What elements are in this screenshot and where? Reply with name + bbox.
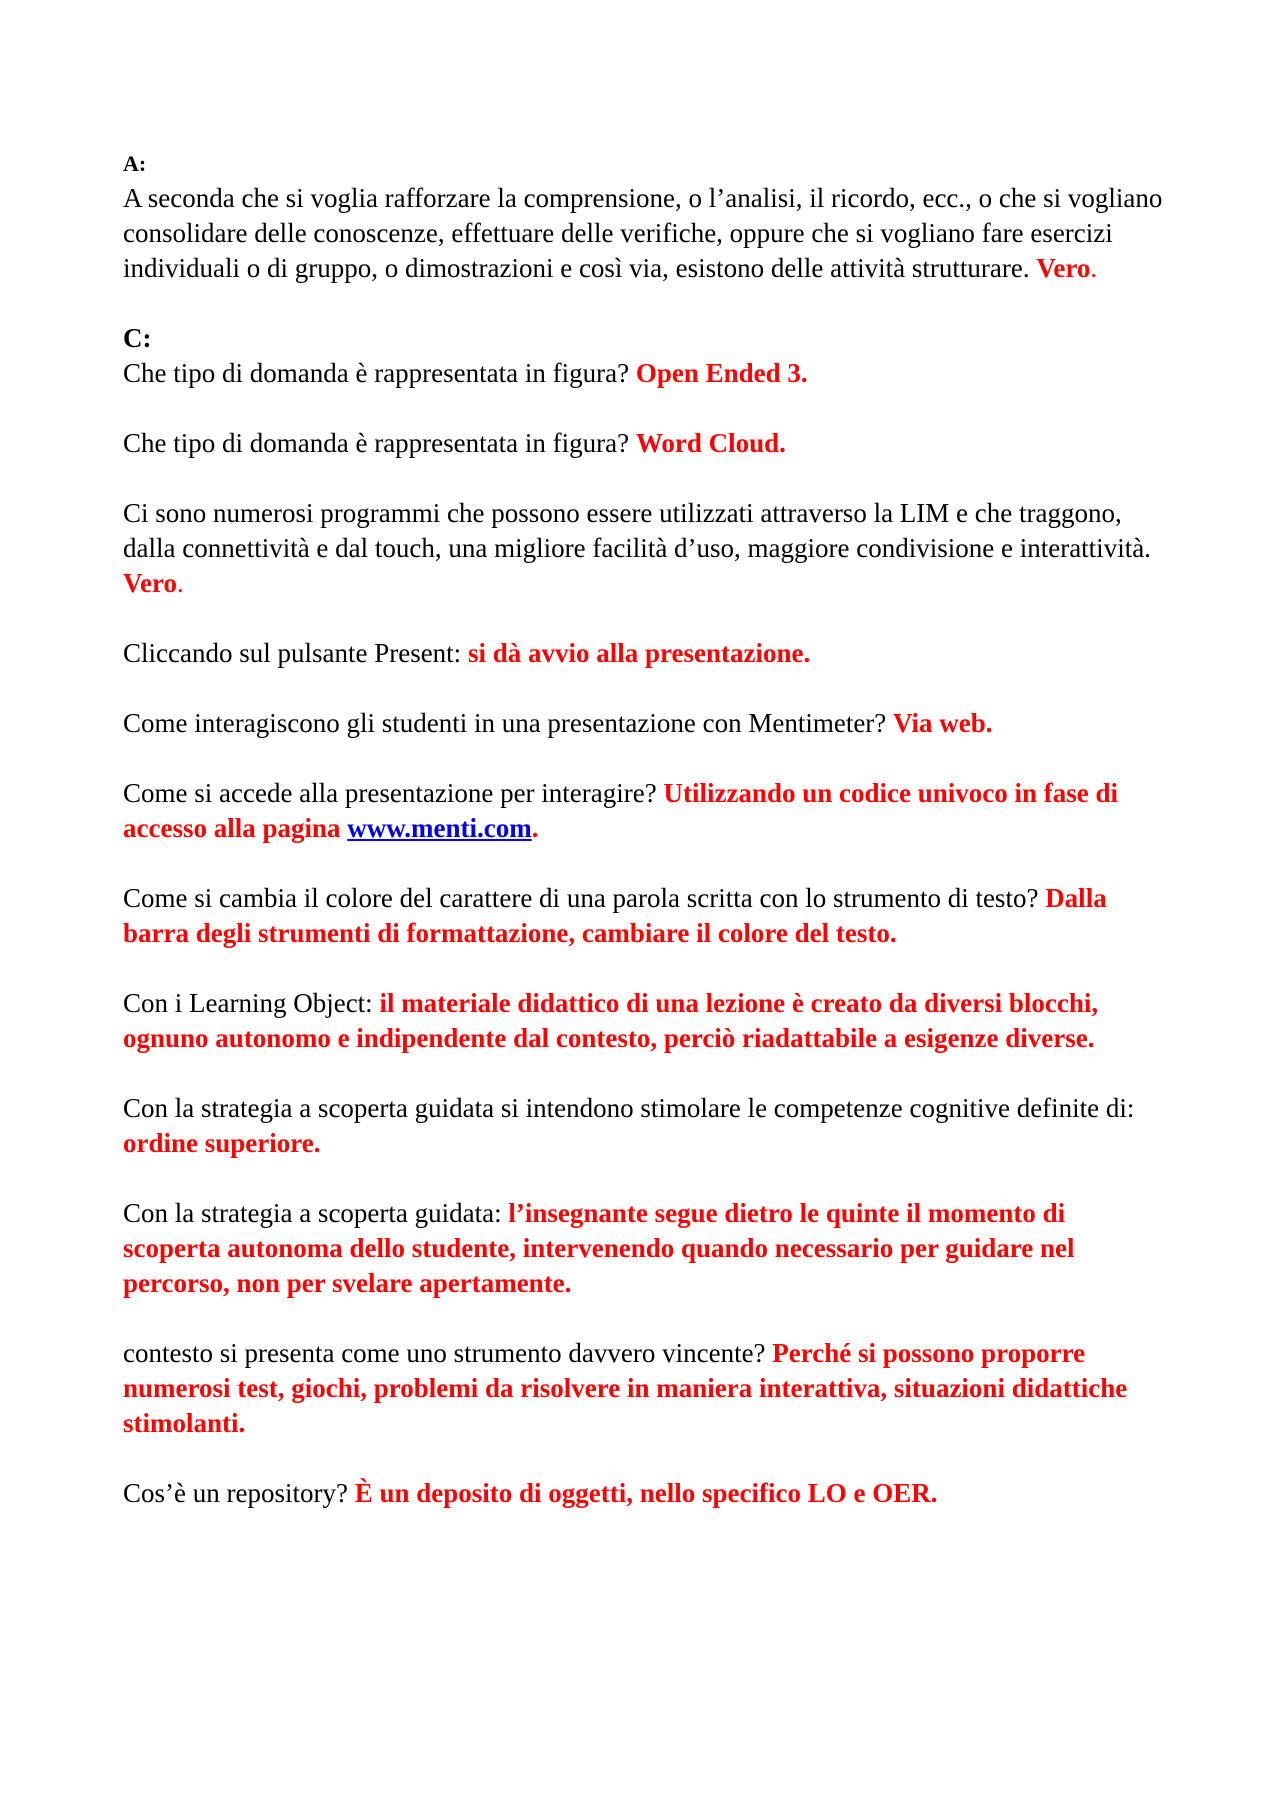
section-label-a: A: <box>123 151 147 176</box>
answer-text: si dà avvio alla presentazione. <box>467 638 811 668</box>
section-label-c: C: <box>123 323 152 353</box>
answer-tail: . <box>1090 253 1098 283</box>
qa-item <box>123 1476 1163 1511</box>
qa-item <box>123 1091 1163 1161</box>
qa-item <box>123 1336 1163 1441</box>
answer-text: Dalla barra degli strumenti di formattazione, cambiare il colore del testo. <box>123 883 1107 948</box>
qa-item <box>123 706 1163 741</box>
answer-text: Via web. <box>893 708 993 738</box>
qa-item <box>123 881 1163 951</box>
answer-text: Perché si possono proporre numerosi test, giochi, problemi da risolvere in maniera interattiva, situazioni didattiche stimolanti. <box>123 1338 1128 1438</box>
answer-text: Utilizzando un codice univoco in fase di accesso alla pagina <box>123 778 1118 843</box>
qa-item <box>123 636 1163 671</box>
qa-item <box>123 776 1163 846</box>
answer-text: l’insegnante segue dietro le quinte il momento di scoperta autonoma dello studente, intervenendo quando necessario per guidare nel percorso, non per svelare apertamente. <box>123 1198 1075 1298</box>
answer-text: Vero <box>123 568 177 598</box>
question-text: Con i Learning Object: <box>123 988 380 1018</box>
question-text: Che tipo di domanda è rappresentata in figura? <box>123 358 636 388</box>
question-text: A seconda che si voglia rafforzare la comprensione, o l’analisi, il ricordo, ecc., o che si vogliano consolidare delle conoscenze, effettuare delle verifiche, oppure che si vogliano fare esercizi individuali o di gruppo, o dimostrazioni e così via, esistono delle attività strutturare. <box>123 183 1163 283</box>
answer-text: Vero <box>1036 253 1091 283</box>
answer-text: ordine superiore. <box>123 1128 321 1158</box>
question-text: contesto si presenta come uno strumento davvero vincente? <box>123 1338 773 1368</box>
question-text: Come interagiscono gli studenti in una presentazione con Mentimeter? <box>123 708 894 738</box>
question-text: Cos’è un repository? <box>123 1478 355 1508</box>
qa-item <box>123 356 1163 391</box>
question-text: Cliccando sul pulsante Present: <box>123 638 468 668</box>
answer-tail: . <box>177 568 184 598</box>
qa-item <box>123 181 1163 286</box>
question-text: Ci sono numerosi programmi che possono essere utilizzati attraverso la LIM e che traggono, dalla connettività e dal touch, una migliore facilità d’uso, maggiore condivisione e interattività. <box>123 498 1151 563</box>
menti-link[interactable]: www.menti.com <box>347 813 532 843</box>
qa-item <box>123 1196 1163 1301</box>
answer-text: È un deposito di oggetti, nello specifico LO e OER. <box>354 1478 938 1508</box>
document-page <box>123 150 1163 1546</box>
answer-text: Open Ended 3. <box>635 358 808 388</box>
answer-tail: . <box>531 813 539 843</box>
answer-text: Word Cloud. <box>635 428 786 458</box>
question-text: Come si accede alla presentazione per interagire? <box>123 778 664 808</box>
qa-item <box>123 986 1163 1056</box>
answer-text: il materiale didattico di una lezione è creato da diversi blocchi, ognuno autonomo e indipendente dal contesto, perciò riadattabile a esigenze diverse. <box>123 988 1099 1053</box>
qa-item <box>123 496 1163 601</box>
question-text: Come si cambia il colore del carattere di una parola scritta con lo strumento di testo? <box>123 883 1046 913</box>
question-text: Con la strategia a scoperta guidata: <box>123 1198 509 1228</box>
qa-item <box>123 426 1163 461</box>
question-text: Con la strategia a scoperta guidata si intendono stimolare le competenze cognitive definite di: <box>123 1093 1135 1123</box>
question-text: Che tipo di domanda è rappresentata in figura? <box>123 428 636 458</box>
